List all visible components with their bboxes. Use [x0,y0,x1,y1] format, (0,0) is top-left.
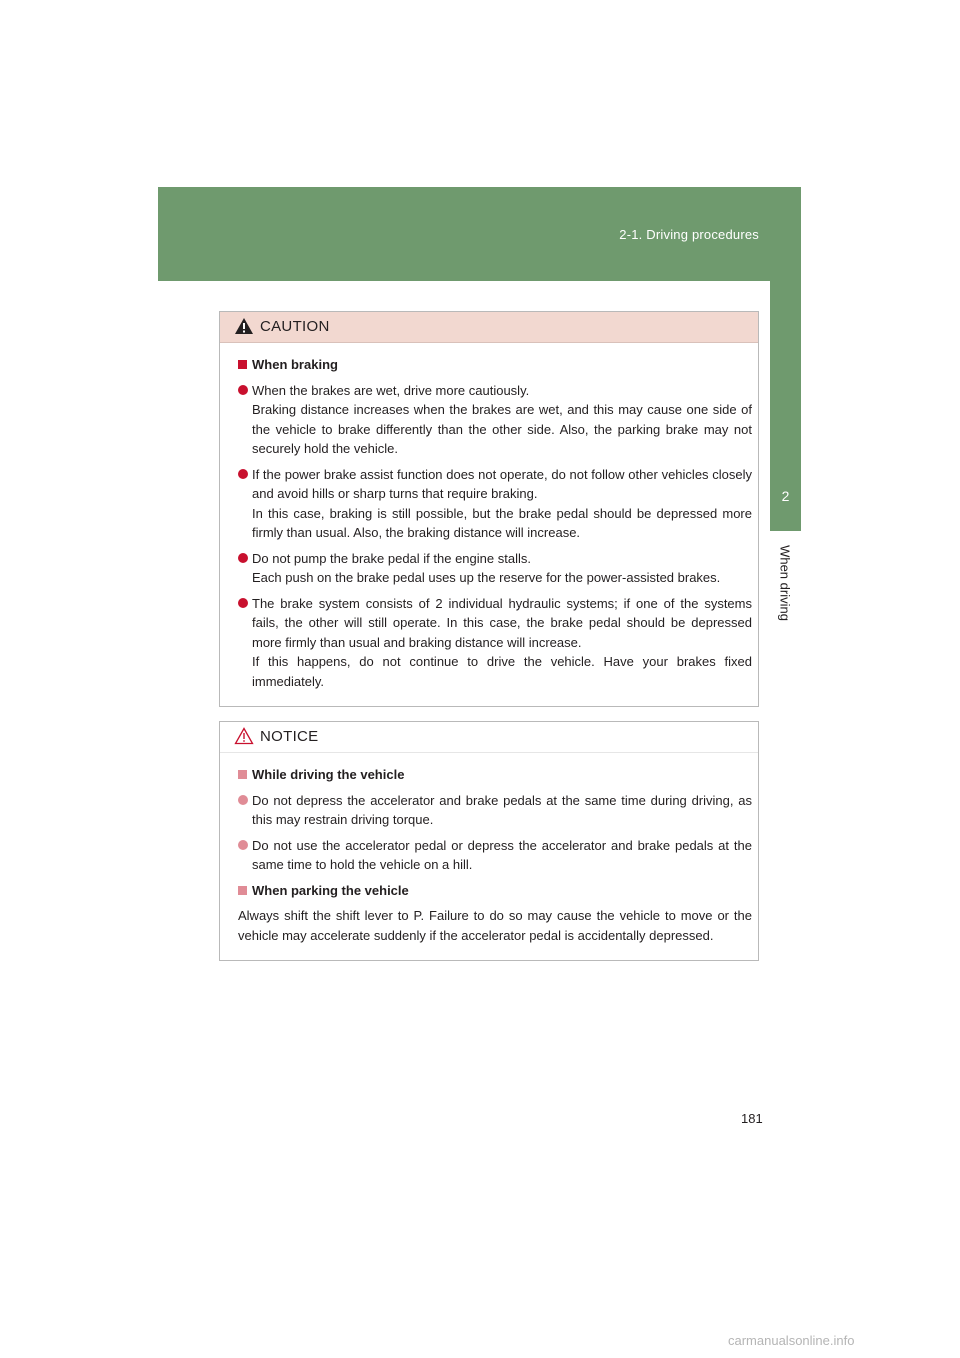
caution-item-detail: Braking distance increases when the brakes are wet, and this may cause one side of the vehicle to brake differently than the other side. Also, the parking brake may not securely hold the vehicle. [252,402,752,456]
caution-heading [238,355,752,375]
notice-heading-text: When parking the vehicle [252,882,409,898]
chapter-tab [770,281,801,531]
caution-item-detail: In this case, braking is still possible, but the brake pedal should be depressed more firmly than usual. Also, the braking distance will increase. [252,505,752,540]
circle-bullet-icon [238,795,248,805]
notice-paragraph: Always shift the shift lever to P. Failure to do so may cause the vehicle to move or the vehicle may accelerate suddenly if the accelerator pedal is accidentally depressed. [238,908,752,943]
notice-heading-text: While driving the vehicle [252,767,405,782]
notice-item-text: Do not use the accelerator pedal or depress the accelerator and brake pedals at the same time to hold the vehicle on a hill. [252,837,752,872]
caution-item-lead: If the power brake assist function does not operate, do not follow other vehicles closely and avoid hills or sharp turns that require braking. [252,466,752,501]
watermark: carmanualsonline.info [728,1333,855,1348]
caution-title: CAUTION [260,318,330,335]
notice-item [238,791,752,830]
notice-title: NOTICE [260,728,319,745]
caution-item-detail: If this happens, do not continue to drive the vehicle. Have your brakes fixed immediately. [252,654,752,689]
notice-header [220,722,758,753]
circle-bullet-icon [238,469,248,479]
caution-item [238,381,752,459]
header-band [158,187,801,281]
notice-body [220,753,758,945]
caution-item [238,594,752,692]
notice-box [219,721,759,961]
caution-item [238,465,752,543]
circle-bullet-icon [238,553,248,563]
caution-box [219,311,759,707]
square-bullet-icon [238,770,247,779]
caution-item-lead: Do not pump the brake pedal if the engine stalls. [252,550,531,566]
section-title: 2-1. Driving procedures [619,227,759,242]
caution-item-lead: The brake system consists of 2 individual hydraulic systems; if one of the systems fails, the other will still operate. In this case, the brake pedal should be depressed more firmly than usual and braking distance will increase. [252,595,752,650]
square-bullet-icon [238,886,247,895]
caution-item-lead: When the brakes are wet, drive more cautiously. [252,382,530,398]
chapter-label: When driving [777,545,793,621]
notice-item-text: Do not depress the accelerator and brake pedals at the same time during driving, as this may restrain driving torque. [252,792,752,827]
notice-heading [238,765,752,785]
chapter-number: 2 [781,488,790,504]
notice-item [238,836,752,875]
caution-item-detail: Each push on the brake pedal uses up the reserve for the power-assisted brakes. [252,570,721,585]
warning-triangle-icon [234,317,254,340]
caution-item [238,549,752,588]
caution-body [220,343,758,691]
caution-header [220,312,758,343]
square-bullet-icon [238,360,247,369]
notice-heading [238,881,752,901]
page-number: 181 [741,1111,763,1126]
circle-bullet-icon [238,840,248,850]
caution-heading-text: When braking [252,357,338,372]
circle-bullet-icon [238,598,248,608]
warning-triangle-outline-icon [234,727,254,750]
circle-bullet-icon [238,385,248,395]
